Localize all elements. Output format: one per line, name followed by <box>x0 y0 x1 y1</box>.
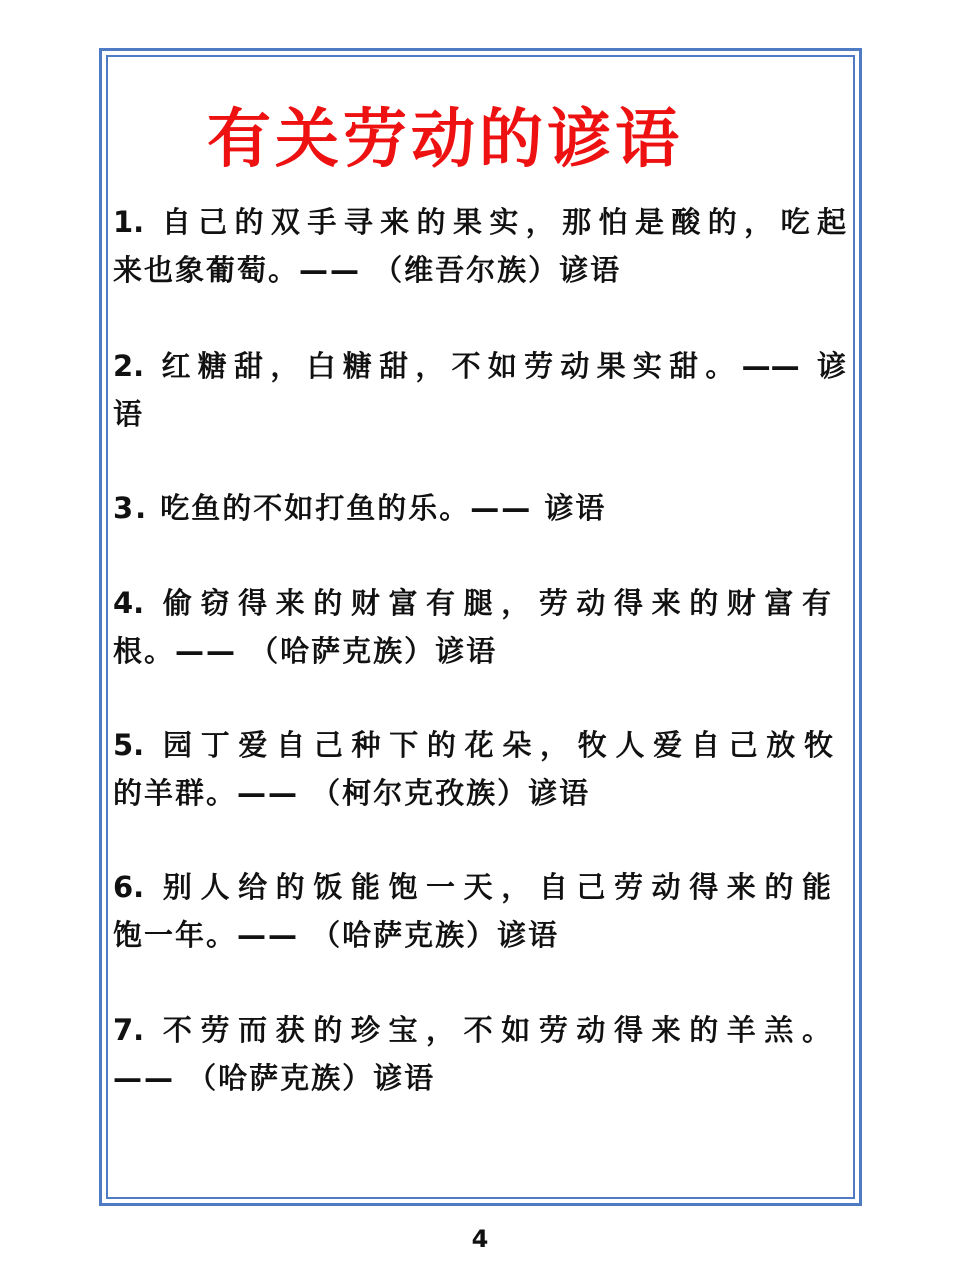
proverb-line: 2. 红糖甜，白糖甜，不如劳动果实甜。—— 谚 <box>113 349 846 383</box>
proverb-item <box>113 721 846 817</box>
proverb-line: 来也象葡萄。—— （维吾尔族）谚语 <box>113 253 622 287</box>
proverb-line: 饱一年。—— （哈萨克族）谚语 <box>113 918 560 952</box>
proverb-line: 根。—— （哈萨克族）谚语 <box>113 634 498 668</box>
proverb-line: 6. 别人给的饭能饱一天，自己劳动得来的能 <box>113 870 831 904</box>
proverb-line: 1. 自己的双手寻来的果实，那怕是酸的，吃起 <box>113 205 846 239</box>
proverb-line: 语 <box>113 397 145 431</box>
proverb-item <box>113 1006 846 1102</box>
proverb-line: 4. 偷窃得来的财富有腿，劳动得来的财富有 <box>113 586 831 620</box>
proverb-item <box>113 484 846 532</box>
proverb-item <box>113 863 846 959</box>
proverb-line: —— （哈萨克族）谚语 <box>113 1061 436 1095</box>
proverb-item <box>113 198 846 294</box>
proverb-line: 5. 园丁爱自己种下的花朵，牧人爱自己放牧 <box>113 728 833 762</box>
page-number: 4 <box>471 1225 489 1253</box>
proverb-line: 的羊群。—— （柯尔克孜族）谚语 <box>113 776 591 810</box>
proverb-line: 3. 吃鱼的不如打鱼的乐。—— 谚语 <box>113 491 607 525</box>
page-title: 有关劳动的谚语 <box>207 103 683 177</box>
proverb-item <box>113 579 846 675</box>
proverb-item <box>113 342 846 438</box>
proverb-line: 7. 不劳而获的珍宝，不如劳动得来的羊羔。 <box>113 1013 831 1047</box>
